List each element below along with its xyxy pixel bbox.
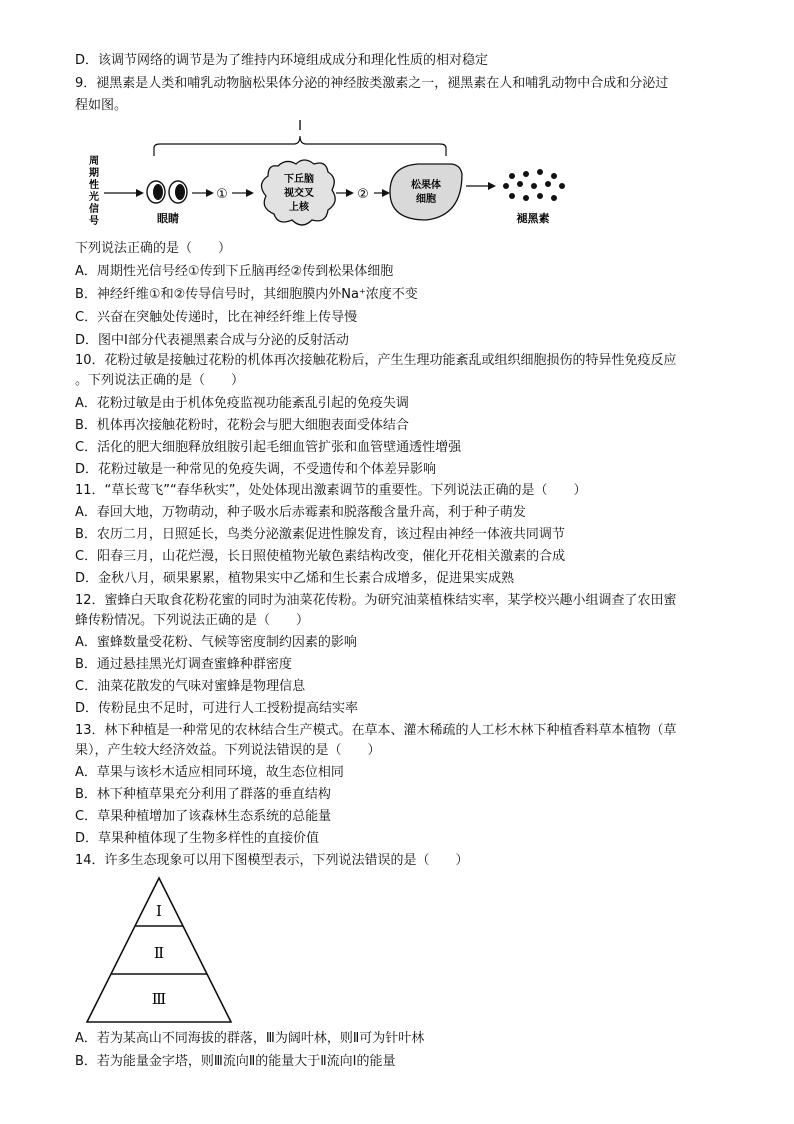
q13-stem-line2: 果），产生较大经济效益。下列说法错误的是（ ） — [75, 743, 381, 758]
q12-option-a: A．蜜蜂数量受花粉、气候等密度制约因素的影响 — [75, 635, 357, 650]
q13-option-c: C．草果种植增加了该森林生态系统的总能量 — [75, 809, 332, 824]
q11-option-d: D．金秋八月，硕果累累，植物果实中乙烯和生长素合成增多，促进果实成熟 — [75, 571, 515, 586]
hypothalamus-label: 下丘脑 — [284, 174, 314, 185]
q12-option-c: C．油菜花散发的气味对蜜蜂是物理信息 — [75, 679, 306, 694]
pyramid-model-diagram — [85, 876, 233, 1024]
arrow-head — [488, 182, 496, 190]
q10-option-c: C．活化的肥大细胞释放组胺引起毛细血管扩张和血管壁通透性增强 — [75, 440, 462, 455]
q9-option-d: D．图中Ⅰ部分代表褪黑素合成与分泌的反射活动 — [75, 333, 349, 348]
q11-option-b: B．农历二月，日照延长，鸟类分泌激素促进性腺发育，该过程由神经一体液共同调节 — [75, 527, 565, 542]
q13-option-a: A．草果与该杉木适应相同环境，故生态位相同 — [75, 765, 344, 780]
q8-option-d: D．该调节网络的调节是为了维持内环境组成成分和理化性质的相对稳定 — [75, 53, 489, 68]
q13-stem-line1: 13．林下种植是一种常见的农林结合生产模式。在草本、灌木稀疏的人工杉木林下种植香料草本植物（草 — [75, 723, 677, 738]
pineal-label: 松果体 — [411, 180, 441, 191]
pineal-label: 细胞 — [416, 194, 436, 205]
q14-stem: 14．许多生态现象可以用下图模型表示，下列说法错误的是（ ） — [75, 853, 469, 868]
q9-stem-line2: 程如图。 — [75, 98, 128, 113]
hypothalamus-label: 视交叉 — [284, 188, 314, 199]
q10-option-b: B．机体再次接触花粉时，花粉会与肥大细胞表面受体结合 — [75, 418, 409, 433]
pineal-cell-node — [390, 164, 462, 220]
melatonin-molecules — [503, 169, 565, 201]
arrow-head — [346, 189, 354, 197]
arrow-head — [246, 189, 254, 197]
pyramid-level-1: Ⅰ — [156, 902, 162, 920]
q13-option-b: B．林下种植草果充分利用了群落的垂直结构 — [75, 787, 331, 802]
q9-option-a: A．周期性光信号经①传到下丘脑再经②传到松果体细胞 — [75, 264, 394, 279]
fiber-2-label: ② — [357, 187, 369, 202]
q11-stem: 11．“草长莺飞”“春华秋实”，处处体现出激素调节的重要性。下列说法正确的是（ ） — [75, 483, 587, 498]
brace-shape — [154, 136, 446, 156]
melatonin-label: 褪黑素 — [516, 212, 550, 225]
pyramid-level-2: Ⅱ — [153, 944, 165, 962]
eyes-icon — [147, 181, 187, 203]
q14-option-a: A．若为某高山不同海拔的群落，Ⅲ为阔叶林，则Ⅱ可为针叶林 — [75, 1031, 425, 1046]
arrow-head — [136, 189, 144, 197]
fiber-1-label: ① — [216, 187, 228, 202]
signal-char: 光 — [89, 192, 99, 203]
eye-label: 眼睛 — [157, 212, 179, 225]
q11-option-a: A．春回大地，万物萌动，种子吸水后赤霉素和脱落酸含量升高，利于种子萌发 — [75, 505, 526, 520]
signal-char: 性 — [89, 180, 99, 191]
hypothalamus-label: 上核 — [289, 202, 309, 213]
q12-stem-line1: 12．蜜蜂白天取食花粉花蜜的同时为油菜花传粉。为研究油菜植株结实率，某学校兴趣小组调查了农田蜜 — [75, 593, 677, 608]
q10-option-a: A．花粉过敏是由于机体免疫监视功能紊乱引起的免疫失调 — [75, 396, 409, 411]
q11-option-c: C．阳春三月，山花烂漫，长日照使植物光敏色素结构改变，催化开花相关激素的合成 — [75, 549, 566, 564]
brace-label: Ⅰ — [298, 120, 302, 134]
signal-label — [89, 154, 99, 227]
signal-char: 期 — [89, 168, 99, 179]
q9-option-c: C．兴奋在突触处传递时，比在神经纤维上传导慢 — [75, 310, 358, 325]
signal-char: 信 — [89, 204, 99, 215]
q10-stem-line2: 。下列说法正确的是（ ） — [75, 373, 245, 388]
q10-option-d: D．花粉过敏是一种常见的免疫失调，不受遗传和个体差异影响 — [75, 462, 437, 477]
q12-option-d: D．传粉昆虫不足时，可进行人工授粉提高结实率 — [75, 701, 359, 716]
q9-stem-line1: 9．褪黑素是人类和哺乳动物脑松果体分泌的神经胺类激素之一，褪黑素在人和哺乳动物中合成和分泌过 — [75, 76, 669, 91]
pyramid-level-3: Ⅲ — [151, 990, 167, 1008]
signal-char: 周 — [89, 156, 99, 167]
melatonin-pathway-diagram — [88, 120, 588, 232]
signal-char: 号 — [89, 216, 99, 227]
q9-question: 下列说法正确的是（ ） — [75, 241, 232, 256]
arrow-head — [206, 189, 214, 197]
q14-option-b: B．若为能量金字塔，则Ⅲ流向Ⅱ的能量大于Ⅱ流向Ⅰ的能量 — [75, 1054, 396, 1069]
arrow-head — [382, 189, 390, 197]
q9-option-b: B．神经纤维①和②传导信号时，其细胞膜内外Na⁺浓度不变 — [75, 287, 418, 302]
q13-option-d: D．草果种植体现了生物多样性的直接价值 — [75, 831, 320, 846]
q10-stem-line1: 10．花粉过敏是接触过花粉的机体再次接触花粉后，产生生理功能紊乱或组织细胞损伤的特异性免疫反应 — [75, 353, 677, 368]
q12-stem-line2: 蜂传粉情况。下列说法正确的是（ ） — [75, 613, 310, 628]
q12-option-b: B．通过悬挂黑光灯调查蜜蜂种群密度 — [75, 657, 292, 672]
